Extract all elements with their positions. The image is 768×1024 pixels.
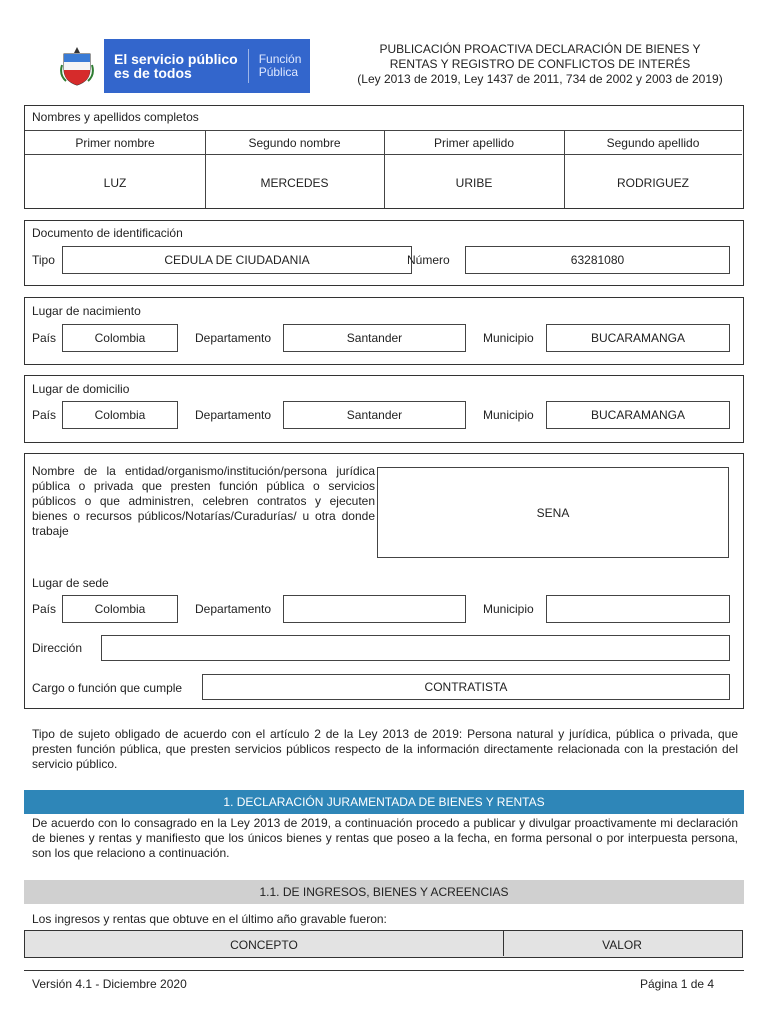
col-value: VALOR	[602, 938, 642, 952]
entity-field[interactable]: SENA	[377, 467, 729, 558]
document-title	[340, 42, 740, 87]
res-country-field[interactable]: Colombia	[62, 401, 178, 429]
res-municipality-field[interactable]: BUCARAMANGA	[546, 401, 730, 429]
birth-municipality-field[interactable]: BUCARAMANGA	[546, 324, 730, 352]
res-country-label: País	[32, 408, 57, 422]
income-intro: Los ingresos y rentas que obtuve en el último año gravable fueron:	[32, 912, 387, 926]
id-document-label: Documento de identificación	[32, 226, 183, 240]
birthplace-section	[24, 297, 744, 365]
function-text	[249, 53, 302, 79]
seat-municipality-field[interactable]	[546, 595, 730, 623]
id-type-field[interactable]: CEDULA DE CIUDADANIA	[62, 246, 412, 274]
title-line-1: PUBLICACIÓN PROACTIVA DECLARACIÓN DE BIENES Y	[379, 42, 701, 56]
value-segundo-nombre: MERCEDES	[260, 176, 329, 190]
position-label: Cargo o función que cumple	[32, 681, 183, 695]
names-section	[24, 105, 744, 209]
footer-page-number: Página 1 de 4	[640, 977, 715, 991]
value-primer-apellido: URIBE	[455, 176, 493, 190]
brand-text	[104, 52, 238, 80]
birthplace-label: Lugar de nacimiento	[32, 304, 141, 318]
birth-country-label: País	[32, 331, 57, 345]
header-segundo-apellido: Segundo apellido	[606, 136, 700, 150]
coat-of-arms-icon	[50, 39, 104, 93]
col-concept: CONCEPTO	[230, 938, 298, 952]
id-type-label: Tipo	[32, 253, 55, 267]
birth-country-field[interactable]: Colombia	[62, 324, 178, 352]
seat-country-label: País	[32, 602, 57, 616]
header-logo-block	[50, 39, 310, 93]
subject-type-text: Tipo de sujeto obligado de acuerdo con el artículo 2 de la Ley 2013 de 2019: Persona natural y jurídica, pública o privada, que presten función pública, que presten servicios públicos respecto de la información directamente relacionada con la prestación del servicio público.	[32, 727, 738, 771]
brand-line-1: El servicio público	[114, 51, 238, 67]
seat-department-field[interactable]	[283, 595, 466, 623]
names-section-label: Nombres y apellidos completos	[32, 110, 199, 124]
section-1-text: De acuerdo con lo consagrado en la Ley 2013 de 2019, a continuación procedo a publicar y divulgar proactivamente mi declaración de bienes y rentas y manifiesto que los únicos bienes y rentas que poseo a la fecha, en forma personal o por interpuesta persona, son los que relaciono a continuación.	[32, 816, 738, 860]
value-primer-nombre: LUZ	[103, 176, 127, 190]
workplace-section	[24, 453, 744, 709]
residence-section	[24, 375, 744, 443]
address-label: Dirección	[32, 641, 83, 655]
entity-label: Nombre de la entidad/organismo/institución/persona jurídica pública o privada que presten función pública o servicios públicos o que administren, celebren contratos y ejecuten bienes o recursos públicos/Notarías/Curadurías/ u otra donde trabaje	[32, 464, 375, 538]
header-segundo-nombre: Segundo nombre	[248, 136, 341, 150]
position-field[interactable]: CONTRATISTA	[202, 674, 730, 700]
brand-line-2: es de todos	[114, 65, 192, 81]
header-primer-apellido: Primer apellido	[433, 136, 515, 150]
income-table-header	[24, 930, 743, 958]
function-line-2: Pública	[258, 65, 299, 79]
birth-department-field[interactable]: Santander	[283, 324, 466, 352]
birth-municipality-label: Municipio	[483, 331, 534, 345]
value-segundo-apellido: RODRIGUEZ	[617, 176, 689, 190]
seat-label: Lugar de sede	[32, 576, 109, 590]
seat-country-field[interactable]: Colombia	[62, 595, 178, 623]
header-primer-nombre: Primer nombre	[75, 136, 155, 150]
residence-label: Lugar de domicilio	[32, 382, 130, 396]
function-line-1: Función	[258, 52, 302, 66]
birth-department-label: Departamento	[195, 331, 272, 345]
title-line-2: RENTAS Y REGISTRO DE CONFLICTOS DE INTERÉS	[389, 57, 691, 71]
seat-municipality-label: Municipio	[483, 602, 534, 616]
section-1-1-title: 1.1. DE INGRESOS, BIENES Y ACREENCIAS	[259, 885, 509, 899]
id-number-field[interactable]: 63281080	[465, 246, 730, 274]
section-1-title: 1. DECLARACIÓN JURAMENTADA DE BIENES Y RENTAS	[223, 795, 545, 809]
res-municipality-label: Municipio	[483, 408, 534, 422]
id-document-section	[24, 220, 744, 286]
footer-version: Versión 4.1 - Diciembre 2020	[32, 977, 187, 991]
res-department-field[interactable]: Santander	[283, 401, 466, 429]
title-line-3: (Ley 2013 de 2019, Ley 1437 de 2011, 734 de 2002 y 2003 de 2019)	[357, 72, 723, 86]
seat-department-label: Departamento	[195, 602, 272, 616]
section-1-1-banner	[24, 880, 744, 904]
section-1-banner	[24, 790, 744, 814]
id-number-label: Número	[407, 253, 450, 267]
address-field[interactable]	[101, 635, 730, 661]
res-department-label: Departamento	[195, 408, 272, 422]
